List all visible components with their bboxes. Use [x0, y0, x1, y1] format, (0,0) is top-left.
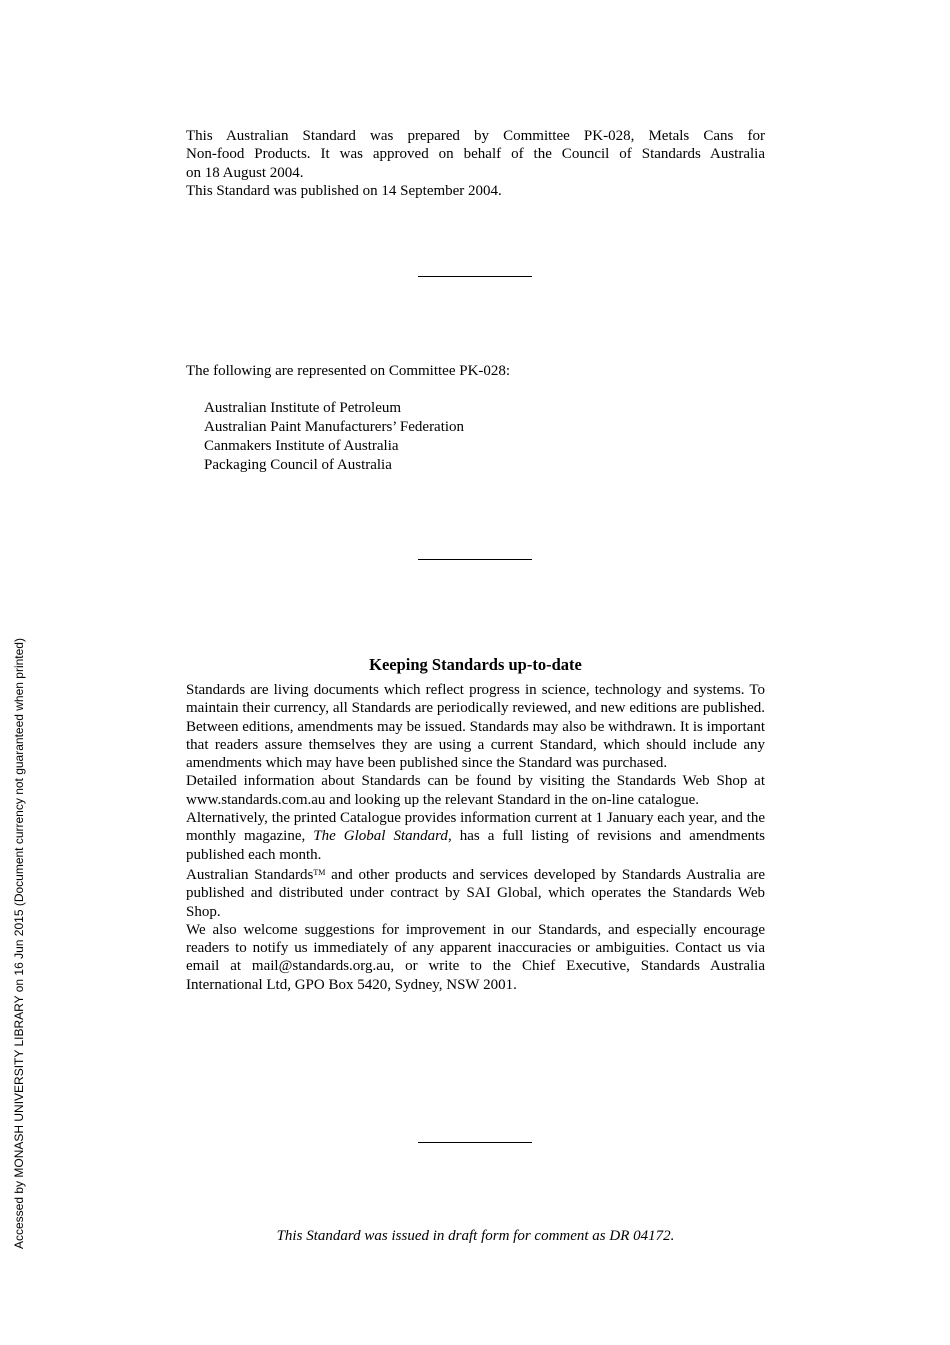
committee-member: Australian Institute of Petroleum: [204, 400, 402, 416]
approval-line-1: This Australian Standard was prepared by Committee PK-028, Metals Cans for: [186, 128, 765, 144]
paragraph-suggestions: We also welcome suggestions for improvement in our Standards, and especially encourage readers to notify us immediately of any apparent inaccuracies or ambiguities. Contact us via email at mail@standards.org.au, or write to the Chief Executive, Standards Australia International Ltd, GPO Box 5420, Sydney, NSW 2001.: [186, 921, 765, 993]
paragraph-living-documents: Standards are living documents which reflect progress in science, technology and systems. To maintain their currency, all Standards are periodically reviewed, and new editions are published. Between editions, amendments may be issued. Standards may also be withdrawn. It is important that readers assure themselves they are using a current Standard, which should include any amendments which may have been published since the Standard was purchased.: [186, 682, 765, 772]
approval-line-3: on 18 August 2004.: [186, 164, 304, 181]
approval-notice: [186, 127, 765, 200]
publication-date-line: This Standard was published on 14 September 2004.: [186, 182, 502, 199]
trademark-mark: TM: [313, 867, 326, 877]
access-watermark: Accessed by MONASH UNIVERSITY LIBRARY on 16 Jun 2015 (Document currency not guaranteed when printed): [12, 638, 26, 1249]
paragraph-web-shop: Detailed information about Standards can be found by visiting the Standards Web Shop at www.standards.com.au and looking up the relevant Standard in the on-line catalogue.: [186, 773, 765, 808]
divider-rule-2: [418, 559, 532, 560]
approval-line-2: Non-food Products. It was approved on behalf of the Council of Standards Australia: [186, 146, 765, 163]
divider-rule-3: [418, 1142, 532, 1143]
divider-rule-1: [418, 276, 532, 277]
paragraph-catalogue: Alternatively, the printed Catalogue provides information current at 1 January each year, and the monthly magazine, The Global Standard, has a full listing of revisions and amendments published each month.: [186, 810, 765, 863]
committee-member: Canmakers Institute of Australia: [204, 438, 399, 454]
draft-notice-footer: This Standard was issued in draft form for comment as DR 04172.: [276, 1228, 675, 1244]
committee-member-list: [204, 399, 464, 475]
committee-member: Australian Paint Manufacturers’ Federation: [204, 419, 465, 435]
paragraph-sai-global: Australian Standards™ and other products and services developed by Standards Australia are published and distributed under contract by SAI Global, which operates the Standards Web Shop.: [186, 866, 766, 920]
committee-member: Packaging Council of Australia: [204, 457, 392, 473]
section-heading: Keeping Standards up-to-date: [369, 655, 582, 674]
keeping-up-to-date-body: [186, 681, 765, 994]
committee-intro: The following are represented on Committee PK-028:: [186, 363, 511, 379]
magazine-title: The Global Standard: [313, 828, 448, 845]
